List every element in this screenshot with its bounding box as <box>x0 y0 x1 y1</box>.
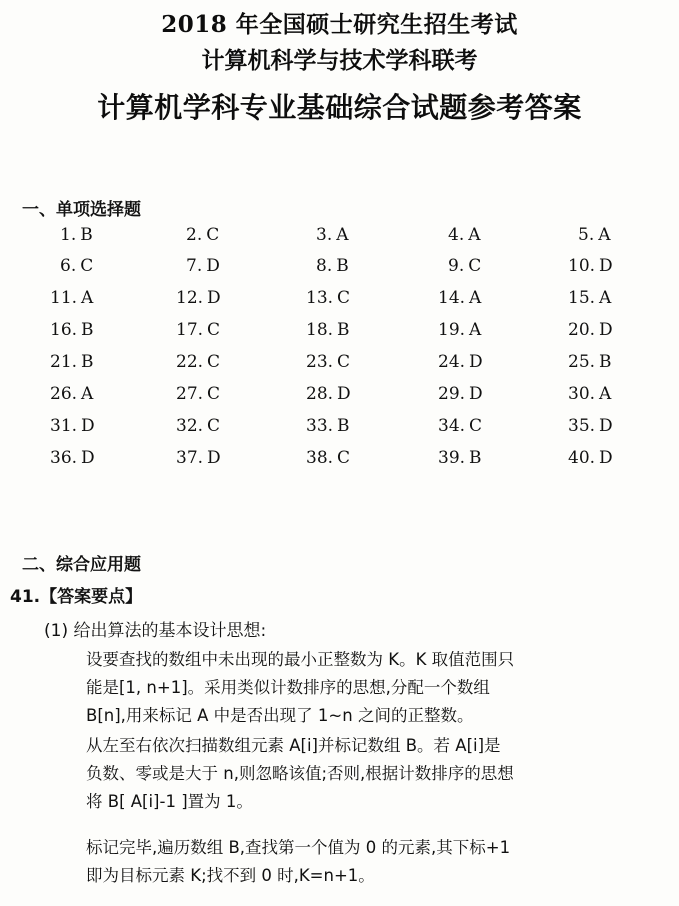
answer-separator: . <box>589 320 596 340</box>
answer-separator: . <box>327 352 334 372</box>
answer-item <box>438 352 483 372</box>
answer-letter: C <box>207 352 221 372</box>
answer-item <box>60 256 93 276</box>
answer-separator: . <box>70 256 77 276</box>
answer-number: 39 <box>438 448 460 468</box>
paragraph-line: 即为目标元素 K;找不到 0 时,K=n+1。 <box>86 866 375 885</box>
answer-item <box>438 288 481 308</box>
answer-number: 26 <box>50 384 72 404</box>
answer-item <box>448 256 481 276</box>
answer-separator: . <box>196 256 203 276</box>
paragraph-line: 负数、零或是大于 n,则忽略该值;否则,根据计数排序的思想 <box>86 764 514 783</box>
answer-letter: D <box>599 448 613 468</box>
answer-letter: D <box>81 448 95 468</box>
answer-grid <box>0 225 679 485</box>
paragraph-3 <box>86 834 646 890</box>
section-2-heading: 二、综合应用题 <box>22 555 141 575</box>
answer-item <box>50 416 95 436</box>
answer-letter: C <box>337 352 351 372</box>
answer-letter: D <box>599 416 613 436</box>
answer-number: 25 <box>568 352 590 372</box>
answer-number: 9 <box>448 256 459 276</box>
answer-item <box>50 288 93 308</box>
answer-item <box>306 384 351 404</box>
answer-letter: A <box>469 288 482 308</box>
answer-separator: . <box>589 288 596 308</box>
answer-number: 35 <box>568 416 590 436</box>
answer-separator: . <box>197 288 204 308</box>
paragraph-2 <box>86 732 646 816</box>
answer-separator: . <box>589 448 596 468</box>
answer-letter: D <box>206 256 220 276</box>
answer-number: 14 <box>438 288 460 308</box>
answer-separator: . <box>197 384 204 404</box>
title-line-2: 计算机科学与技术学科联考 <box>201 47 478 74</box>
answer-item <box>186 225 219 245</box>
answer-number: 29 <box>438 384 460 404</box>
answer-letter: C <box>207 416 221 436</box>
answer-number: 18 <box>306 320 328 340</box>
answer-number: 19 <box>438 320 460 340</box>
answer-item <box>176 352 220 372</box>
answer-item <box>50 448 95 468</box>
answer-separator: . <box>589 352 596 372</box>
answer-item <box>176 416 220 436</box>
answer-item <box>568 416 613 436</box>
answer-number: 32 <box>176 416 198 436</box>
answer-separator: . <box>197 352 204 372</box>
paragraph-line: 标记完毕,遍历数组 B,查找第一个值为 0 的元素,其下标+1 <box>86 838 511 857</box>
answer-item <box>438 416 482 436</box>
answer-item <box>438 384 483 404</box>
answer-number: 24 <box>438 352 460 372</box>
answer-number: 31 <box>50 416 72 436</box>
answer-letter: C <box>207 320 221 340</box>
paragraph-line: 能是[1, n+1]。采用类似计数排序的思想,分配一个数组 <box>86 678 490 697</box>
answer-number: 38 <box>306 448 328 468</box>
answer-letter: A <box>81 384 94 404</box>
answer-separator: . <box>327 448 334 468</box>
answer-number: 21 <box>50 352 72 372</box>
answer-number: 40 <box>568 448 590 468</box>
subquestion-1-heading: (1) 给出算法的基本设计思想: <box>44 621 267 641</box>
answer-separator: . <box>327 384 334 404</box>
answer-number: 2 <box>186 225 197 245</box>
answer-item <box>568 320 613 340</box>
answer-letter: B <box>469 448 482 468</box>
answer-separator: . <box>589 384 596 404</box>
answer-item <box>306 288 350 308</box>
answer-separator: . <box>327 288 334 308</box>
answer-letter: C <box>80 256 94 276</box>
answer-item <box>176 448 221 468</box>
answer-letter: D <box>207 448 221 468</box>
answer-letter: B <box>337 416 350 436</box>
title-line-3: 计算机学科专业基础综合试题参考答案 <box>97 91 582 124</box>
answer-item <box>316 225 349 245</box>
answer-separator: . <box>459 288 466 308</box>
answer-letter: D <box>469 352 483 372</box>
answer-separator: . <box>71 352 78 372</box>
answer-number: 15 <box>568 288 590 308</box>
answer-separator: . <box>197 416 204 436</box>
answer-item <box>50 384 93 404</box>
answer-number: 37 <box>176 448 198 468</box>
answer-item <box>306 320 350 340</box>
answer-number: 1 <box>60 225 71 245</box>
answer-separator: . <box>459 384 466 404</box>
answer-number: 6 <box>60 256 71 276</box>
answer-number: 4 <box>448 225 459 245</box>
answer-item <box>568 288 611 308</box>
answer-item <box>60 225 93 245</box>
answer-item <box>438 448 482 468</box>
answer-number: 12 <box>176 288 198 308</box>
answer-separator: . <box>197 320 204 340</box>
answer-separator: . <box>327 320 334 340</box>
answer-item <box>316 256 349 276</box>
answer-number: 7 <box>186 256 197 276</box>
paragraph-line: 设要查找的数组中未出现的最小正整数为 K。K 取值范围只 <box>86 650 515 669</box>
paragraph-line: 将 B[ A[i]-1 ]置为 1。 <box>86 792 253 811</box>
answer-number: 23 <box>306 352 328 372</box>
answer-separator: . <box>458 256 465 276</box>
answer-letter: C <box>337 288 351 308</box>
title-line-1: 2018 年全国硕士研究生招生考试 <box>161 11 518 38</box>
answer-letter: C <box>469 416 483 436</box>
answer-item <box>438 320 481 340</box>
answer-letter: C <box>468 256 482 276</box>
answer-letter: D <box>469 384 483 404</box>
answer-letter: B <box>80 225 93 245</box>
answer-item <box>568 352 612 372</box>
answer-separator: . <box>459 448 466 468</box>
answer-letter: D <box>599 256 613 276</box>
answer-letter: D <box>207 288 221 308</box>
answer-separator: . <box>71 416 78 436</box>
answer-separator: . <box>459 320 466 340</box>
answer-letter: B <box>599 352 612 372</box>
answer-letter: A <box>599 384 612 404</box>
answer-letter: A <box>469 320 482 340</box>
answer-number: 11 <box>50 288 72 308</box>
answer-item <box>568 448 613 468</box>
answer-item <box>50 352 94 372</box>
answer-number: 36 <box>50 448 72 468</box>
answer-separator: . <box>71 288 78 308</box>
answer-letter: B <box>81 352 94 372</box>
answer-separator: . <box>589 416 596 436</box>
answer-number: 30 <box>568 384 590 404</box>
answer-item <box>578 225 611 245</box>
answer-number: 5 <box>578 225 589 245</box>
answer-letter: D <box>337 384 351 404</box>
answer-item <box>176 288 221 308</box>
answer-letter: D <box>81 416 95 436</box>
answer-number: 13 <box>306 288 328 308</box>
answer-item <box>186 256 220 276</box>
answer-item <box>176 384 220 404</box>
answer-number: 20 <box>568 320 590 340</box>
answer-separator: . <box>458 225 465 245</box>
answer-number: 8 <box>316 256 327 276</box>
answer-number: 17 <box>176 320 198 340</box>
answer-item <box>568 256 613 276</box>
answer-letter: B <box>336 256 349 276</box>
answer-letter: C <box>337 448 351 468</box>
answer-separator: . <box>70 225 77 245</box>
answer-letter: B <box>337 320 350 340</box>
answer-letter: D <box>599 320 613 340</box>
answer-separator: . <box>327 416 334 436</box>
answer-number: 3 <box>316 225 327 245</box>
answer-separator: . <box>326 225 333 245</box>
answer-separator: . <box>326 256 333 276</box>
answer-letter: B <box>81 320 94 340</box>
answer-item <box>306 448 350 468</box>
answer-separator: . <box>588 225 595 245</box>
answer-number: 28 <box>306 384 328 404</box>
answer-separator: . <box>196 225 203 245</box>
answer-number: 16 <box>50 320 72 340</box>
answer-separator: . <box>71 448 78 468</box>
answer-number: 33 <box>306 416 328 436</box>
answer-separator: . <box>71 320 78 340</box>
answer-separator: . <box>71 384 78 404</box>
paragraph-1 <box>86 646 646 730</box>
answer-item <box>176 320 220 340</box>
answer-item <box>448 225 481 245</box>
answer-item <box>50 320 94 340</box>
answer-number: 34 <box>438 416 460 436</box>
answer-letter: A <box>468 225 481 245</box>
answer-separator: . <box>459 352 466 372</box>
paragraph-line: B[n],用来标记 A 中是否出现了 1~n 之间的正整数。 <box>86 706 474 725</box>
answer-separator: . <box>459 416 466 436</box>
answer-number: 27 <box>176 384 198 404</box>
answer-number: 10 <box>568 256 590 276</box>
answer-letter: A <box>598 225 611 245</box>
answer-item <box>568 384 611 404</box>
answer-number: 22 <box>176 352 198 372</box>
paragraph-line: 从左至右依次扫描数组元素 A[i]并标记数组 B。若 A[i]是 <box>86 736 501 755</box>
question-41-heading: 41.【答案要点】 <box>10 587 143 607</box>
answer-letter: A <box>599 288 612 308</box>
answer-separator: . <box>197 448 204 468</box>
answer-letter: C <box>207 384 221 404</box>
answer-letter: A <box>81 288 94 308</box>
answer-letter: A <box>336 225 349 245</box>
section-1-heading: 一、单项选择题 <box>22 200 141 220</box>
answer-letter: C <box>206 225 220 245</box>
answer-separator: . <box>589 256 596 276</box>
answer-item <box>306 352 350 372</box>
answer-item <box>306 416 350 436</box>
